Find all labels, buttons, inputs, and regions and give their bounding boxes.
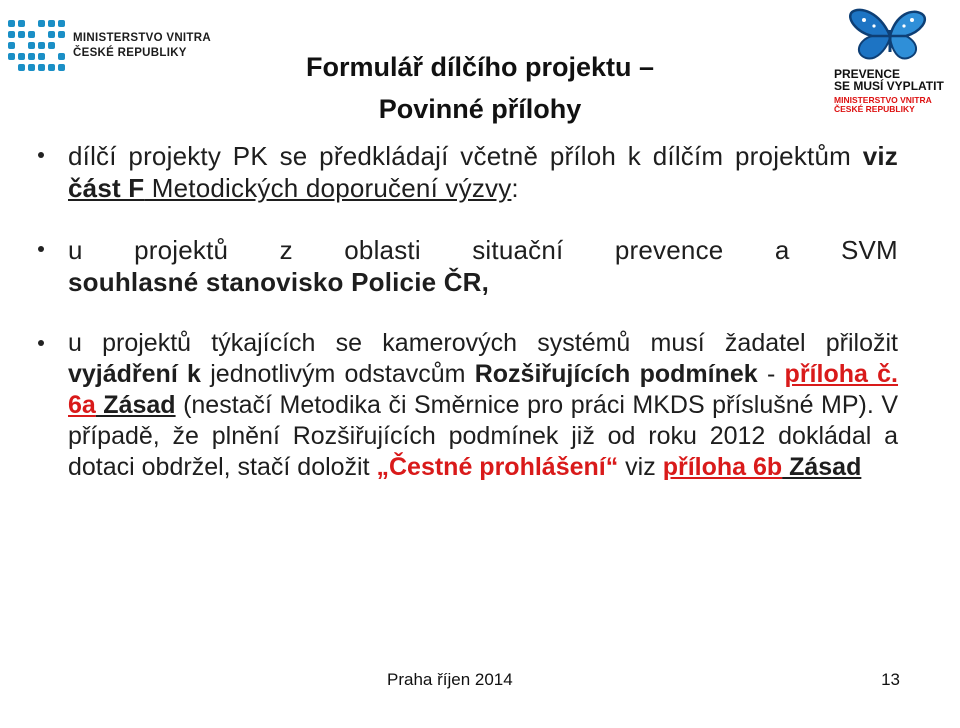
link-priloha-6b[interactable]: příloha 6b bbox=[662, 453, 783, 481]
campaign-ministry: MINISTERSTVO VNITRA ČESKÉ REPUBLIKY bbox=[834, 95, 932, 114]
campaign-title: PREVENCE SE MUSÍ VYPLATIT bbox=[834, 67, 944, 93]
bullet-icon bbox=[38, 246, 44, 252]
slide-title: Formulář dílčího projektu – Povinné přílohy bbox=[305, 52, 655, 124]
page-number: 13 bbox=[881, 670, 900, 689]
bullet-item-2: u projektů z oblasti situační prevence a SVM souhlasné stanovisko Policie ČR, bbox=[38, 234, 898, 298]
bullet-item-3: u projektů týkajících se kamerových systémů musí žadatel přiložit vyjádření k jednotlivým odstavcům Rozšiřujících podmínek - příloha č. 6a Zásad (nestačí Metodika či Směrnice pro práci MKDS příslušné MP). V případě, že plnění Rozšiřujících podmínek již od roku 2012 dokládal a dotaci obdržel, stačí doložit „Čestné prohlášení“ viz příloha 6b Zásad bbox=[38, 328, 898, 483]
ministry-logo bbox=[8, 20, 211, 71]
bullet-2-line-1: u projektů z oblasti situační prevence a SVM bbox=[68, 235, 898, 265]
slide-content bbox=[38, 140, 898, 483]
bullet-icon bbox=[38, 340, 44, 346]
ministry-logo-text: MINISTERSTVO VNITRA ČESKÉ REPUBLIKY bbox=[73, 31, 211, 59]
campaign-logo bbox=[834, 6, 944, 114]
bullet-item-1: dílčí projekty PK se předkládají včetně příloh k dílčím projektům viz část F Metodických doporučení výzvy: bbox=[38, 140, 898, 204]
bullet-icon bbox=[38, 152, 44, 158]
footer-text: Praha říjen 2014 bbox=[387, 670, 513, 689]
butterfly-icon bbox=[846, 6, 936, 64]
link-priloha-6a[interactable]: příloha č. 6a bbox=[68, 360, 899, 419]
ministry-logo-dots-icon bbox=[8, 20, 65, 71]
